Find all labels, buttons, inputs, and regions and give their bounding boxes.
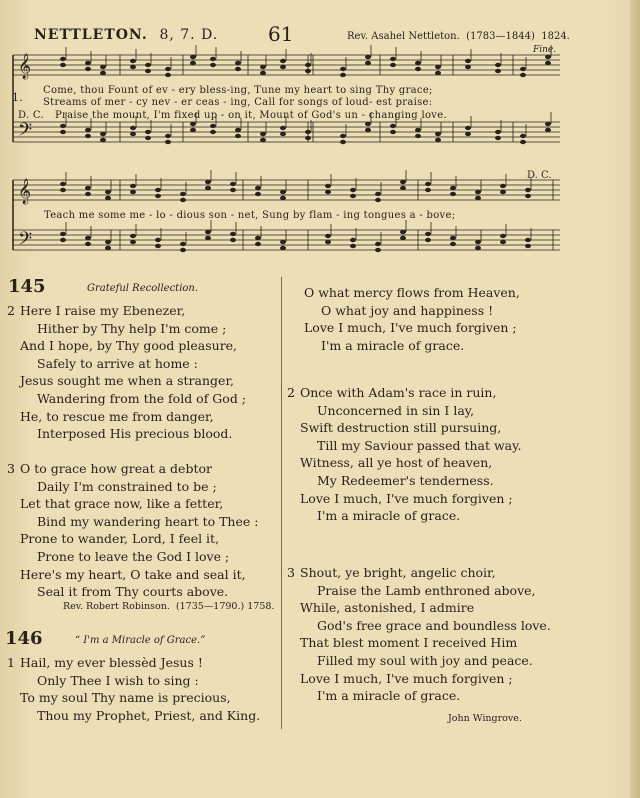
hymn-number: 145 — [8, 276, 46, 297]
verse-text: Prone to wander, Lord, I feel it, — [20, 531, 220, 547]
verse-line — [7, 390, 246, 408]
hymn-146-verse-2 — [287, 384, 522, 525]
svg-text:𝄞: 𝄞 — [18, 54, 32, 79]
hymn-146-verse-1 — [7, 654, 260, 724]
verse-line — [287, 617, 551, 635]
verse-text: Bind my wandering heart to Thee : — [37, 513, 259, 529]
verse-text: Seal it from Thy courts above. — [37, 584, 229, 600]
verse-line — [287, 437, 522, 455]
verse-line — [7, 672, 260, 690]
verse-text: Love I much, I've much forgiven ; — [300, 670, 513, 686]
verse-line — [7, 707, 260, 725]
verse-text: While, astonished, I admire — [300, 600, 475, 616]
verse-text: Filled my soul with joy and peace. — [317, 652, 533, 668]
hymn-number: 146 — [5, 628, 43, 649]
hymn-title: “ I'm a Miracle of Grace.” — [75, 635, 206, 646]
verse-line — [287, 652, 551, 670]
verse-line — [287, 687, 551, 705]
verse-line — [7, 654, 260, 672]
tune-name: NETTLETON. 8, 7. D. — [34, 27, 219, 43]
verse-line — [7, 302, 246, 320]
verse-text: I'm a miracle of grace. — [317, 688, 461, 704]
lyric-line: Come, thou Fount of ev - ery bless-ing, Tune my heart to sing Thy grace; — [43, 85, 433, 96]
verse-number: 3 — [7, 461, 15, 476]
hymn-146-refrain — [304, 284, 520, 354]
verse-line — [7, 320, 246, 338]
hymn-145-verse-2 — [7, 302, 246, 443]
lyric-line: Streams of mer - cy nev - er ceas - ing, Call for songs of loud- est praise: — [43, 97, 433, 108]
svg-text:𝄢: 𝄢 — [18, 229, 33, 254]
dc-label: D. C. — [18, 110, 44, 121]
verse-line — [287, 384, 522, 402]
verse-text: Wandering from the fold of God ; — [37, 390, 247, 406]
verse-line — [287, 490, 522, 508]
verse-text: Love I much, I've much forgiven ; — [300, 490, 513, 506]
verse-line — [287, 454, 522, 472]
lyric-line: Teach me some me - lo - dious son - net, Sung by flam - ing tongues a - bove; — [44, 210, 456, 221]
verse-text: I'm a miracle of grace. — [317, 508, 461, 524]
verse-text: Hither by Thy help I'm come ; — [37, 320, 227, 336]
verse-line — [7, 355, 246, 373]
verse-line — [7, 583, 258, 601]
verse-text: Prone to leave the God I love ; — [37, 548, 230, 564]
verse-line: Love I much, I've much forgiven ; — [304, 320, 517, 336]
svg-text:𝄞: 𝄞 — [18, 179, 32, 204]
verse-line — [7, 372, 246, 390]
verse-line — [287, 472, 522, 490]
verse-line — [7, 530, 258, 548]
verse-text: Witness, all ye host of heaven, — [300, 455, 493, 471]
verse-text: Hail, my ever blessèd Jesus ! — [20, 655, 203, 670]
verse-text: He, to rescue me from danger, — [20, 408, 214, 424]
verse-text: And I hope, by Thy good pleasure, — [20, 338, 238, 354]
verse-line: O what mercy flows from Heaven, — [304, 285, 520, 300]
verse-line — [7, 408, 246, 426]
verse-line — [7, 425, 246, 443]
hymn-author: John Wingrove. — [448, 713, 522, 724]
verse-line — [287, 634, 551, 652]
svg-text:𝄢: 𝄢 — [18, 120, 33, 145]
verse-line — [287, 599, 551, 617]
verse-text: Praise the Lamb enthroned above, — [317, 582, 536, 598]
verse-text: Let that grace now, like a fetter, — [20, 496, 224, 512]
verse-line: O what joy and happiness ! — [321, 302, 494, 318]
verse-text: Here's my heart, O take and seal it, — [20, 566, 246, 582]
fine-mark: Fine. — [533, 45, 557, 55]
verse-line — [287, 402, 522, 420]
verse-line — [7, 495, 258, 513]
verse-text: Jesus sought me when a stranger, — [20, 373, 235, 389]
verse-text: Unconcerned in sin I lay, — [317, 402, 475, 418]
verse-marker: 1. — [12, 91, 24, 104]
hymn-author: Rev. Robert Robinson. (1735—1790.) 1758. — [63, 601, 275, 612]
hymn-145-verse-3 — [7, 460, 258, 601]
verse-number: 2 — [7, 303, 15, 318]
column-divider — [281, 277, 282, 729]
verse-text: Swift destruction still pursuing, — [300, 420, 502, 436]
verse-line — [7, 337, 246, 355]
dc-mark: D. C. — [527, 170, 552, 181]
verse-text: Daily I'm constrained to be ; — [37, 478, 217, 494]
verse-line — [287, 564, 551, 582]
verse-text: Thou my Prophet, Priest, and King. — [37, 707, 261, 723]
verse-line — [7, 513, 258, 531]
page-edge — [630, 0, 640, 798]
lyric-line: Praise the mount, I'm fixed up - on it, Mount of God's un - changing love. — [55, 110, 447, 121]
hymn-146-verse-3 — [287, 564, 551, 705]
verse-line — [287, 582, 551, 600]
verse-text: Only Thee I wish to sing : — [37, 672, 199, 688]
verse-text: Till my Saviour passed that way. — [317, 437, 522, 453]
verse-text: Once with Adam's race in ruin, — [300, 385, 497, 400]
verse-text: Safely to arrive at home : — [37, 355, 198, 371]
verse-number: 2 — [287, 385, 295, 400]
verse-line — [7, 460, 258, 478]
verse-line — [287, 670, 551, 688]
verse-line — [7, 478, 258, 496]
verse-line — [287, 507, 522, 525]
verse-text: Interposed His precious blood. — [37, 426, 233, 442]
verse-line: I'm a miracle of grace. — [321, 337, 465, 353]
verse-text: O to grace how great a debtor — [20, 461, 212, 476]
hymn-title: Grateful Recollection. — [87, 283, 199, 294]
verse-line — [7, 548, 258, 566]
verse-line — [7, 566, 258, 584]
verse-text: God's free grace and boundless love. — [317, 617, 551, 633]
verse-text: Here I raise my Ebenezer, — [20, 303, 186, 318]
composer-credit: Rev. Asahel Nettleton. (1783—1844) 1824. — [347, 31, 570, 42]
verse-text: Shout, ye bright, angelic choir, — [300, 565, 496, 580]
verse-line — [287, 419, 522, 437]
verse-number: 3 — [287, 565, 295, 580]
verse-text: My Redeemer's tenderness. — [317, 472, 494, 488]
verse-text: That blest moment I received Him — [300, 635, 518, 651]
page-number: 61 — [268, 22, 294, 46]
verse-number: 1 — [7, 655, 15, 670]
verse-text: To my soul Thy name is precious, — [20, 690, 231, 706]
verse-line — [7, 689, 260, 707]
